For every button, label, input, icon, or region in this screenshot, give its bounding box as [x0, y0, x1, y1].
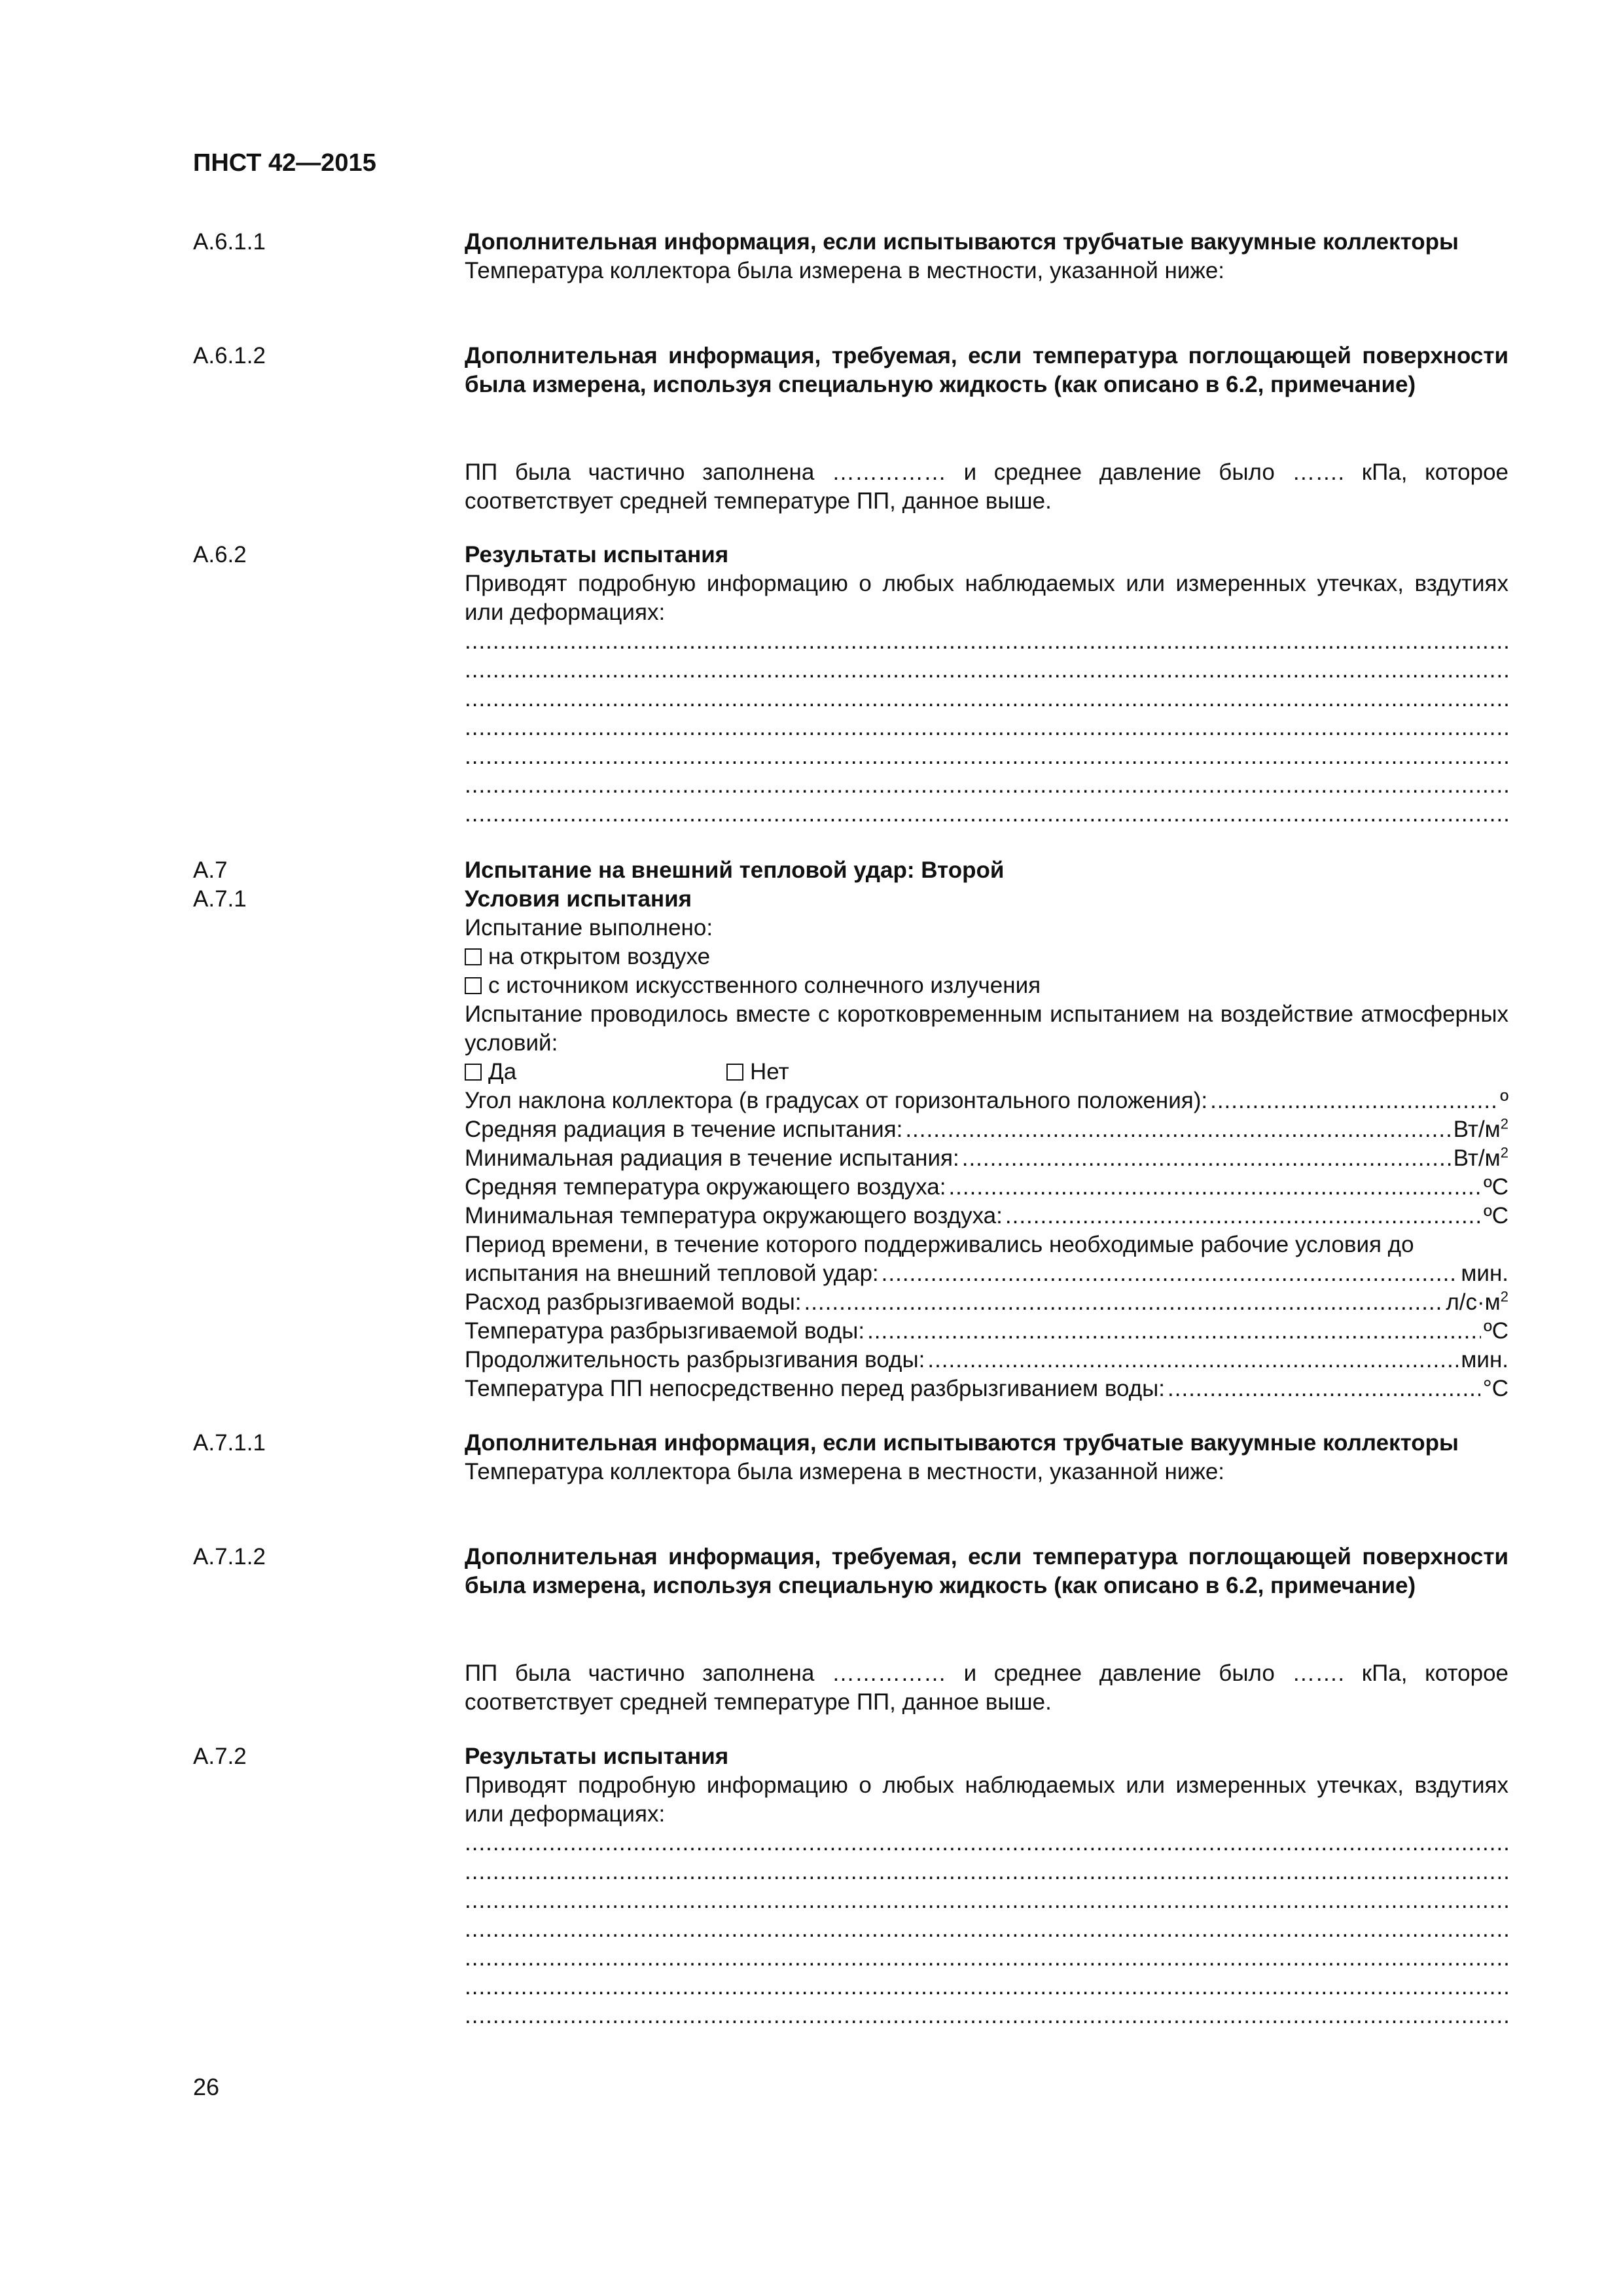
fill-line[interactable]: [465, 1915, 1508, 1944]
clause-body: [465, 1543, 1508, 1717]
combined-test-text: Испытание проводилось вместе с коротковременным испытанием на воздействие атмосферных условий:: [465, 1001, 1508, 1056]
clause-number: А.6.2: [193, 542, 247, 567]
field-label: Угол наклона коллектора (в градусах от горизонтального положения):: [465, 1088, 1208, 1113]
fill-line[interactable]: [465, 627, 1508, 656]
fill-line[interactable]: [465, 1944, 1508, 1973]
clause-title: Результаты испытания: [465, 542, 729, 567]
fill-line[interactable]: [465, 771, 1508, 800]
field-spray-flow[interactable]: [465, 1288, 1508, 1317]
fill-leader: [804, 1288, 1443, 1317]
option-label: с источником искусственного солнечного излучения: [488, 973, 1041, 998]
fill-leader: [927, 1346, 1458, 1374]
fill-line[interactable]: [465, 742, 1508, 771]
field-label: испытания на внешний тепловой удар:: [465, 1261, 879, 1286]
option-no[interactable]: [726, 1058, 988, 1086]
field-min-irradiance[interactable]: [465, 1144, 1508, 1173]
clause-text: Температура коллектора была измерена в местности, указанной ниже:: [465, 1459, 1225, 1484]
fill-leader: [948, 1173, 1480, 1202]
checkbox[interactable]: [465, 977, 482, 994]
field-label: Период времени, в течение которого поддерживались необходимые рабочие условия до: [465, 1232, 1414, 1257]
fill-line[interactable]: [465, 800, 1508, 829]
fill-line[interactable]: [465, 713, 1508, 742]
clause-body: [465, 856, 1508, 1403]
field-unit: $Вт/м^2$: [1453, 1144, 1508, 1171]
field-unit: º: [1500, 1088, 1508, 1113]
period-line-1: [465, 1230, 1508, 1259]
fill-leader: [1168, 1374, 1480, 1403]
yes-no-choice: [465, 1058, 1508, 1086]
fill-leader: [867, 1317, 1481, 1346]
field-unit: °С: [1482, 1376, 1508, 1401]
clause-body: [465, 1742, 1508, 2030]
clause-body: [465, 1429, 1508, 1486]
option-outdoor[interactable]: [465, 942, 1508, 971]
clause-title: Дополнительная информация, требуемая, если температура поглощающей поверхности была измерена, используя специальную жидкость (как описано в 6.2, примечание): [465, 343, 1508, 397]
performed-label: Испытание выполнено:: [465, 915, 713, 941]
clause-text: Приводят подробную информацию о любых наблюдаемых или измеренных утечках, вздутиях или деформациях:: [465, 1772, 1508, 1827]
clause-body: [465, 342, 1508, 516]
field-label: Минимальная радиация в течение испытания:: [465, 1145, 959, 1171]
document-header: ПНСТ 42—2015: [193, 149, 376, 177]
fill-line[interactable]: [465, 1886, 1508, 1915]
fill-line[interactable]: [465, 1973, 1508, 2001]
field-unit: ºС: [1483, 1318, 1508, 1344]
fill-leader: [1005, 1202, 1481, 1230]
fill-leader: [1210, 1086, 1497, 1115]
field-label: Минимальная температура окружающего воздуха:: [465, 1203, 1003, 1229]
fill-line[interactable]: [465, 2001, 1508, 2030]
clause-number: А.7.1.2: [193, 1544, 266, 1570]
checkbox[interactable]: [465, 948, 482, 965]
clause-number: А.6.1.1: [193, 229, 266, 255]
field-mean-ambient-temp[interactable]: [465, 1173, 1508, 1202]
clause-title: Дополнительная информация, если испытываются трубчатые вакуумные коллекторы: [465, 229, 1459, 255]
option-yes[interactable]: [465, 1058, 726, 1086]
field-absorber-temp[interactable]: [465, 1374, 1508, 1403]
clause-text: ПП была частично заполнена …………… и среднее давление было ……. кПа, которое соответствует средней температуре ПП, данное выше.: [465, 1660, 1508, 1715]
field-spray-duration[interactable]: [465, 1346, 1508, 1374]
clause-number: А.7.1: [193, 886, 247, 912]
clause-number: А.7.2: [193, 1744, 247, 1769]
fill-line[interactable]: [465, 656, 1508, 685]
page-number: 26: [193, 2073, 220, 2100]
field-unit: мин.: [1461, 1261, 1508, 1286]
field-unit: $л/с\cdot м^2$: [1446, 1288, 1508, 1315]
clause-title: Испытание на внешний тепловой удар: Второй: [465, 857, 1005, 883]
field-mean-irradiance[interactable]: [465, 1115, 1508, 1144]
field-label: Продолжительность разбрызгивания воды:: [465, 1347, 925, 1372]
field-unit: $Вт/м^2$: [1453, 1115, 1508, 1142]
clause-text: Приводят подробную информацию о любых наблюдаемых или измеренных утечках, вздутиях или деформациях:: [465, 571, 1508, 625]
option-label: Нет: [750, 1059, 789, 1085]
clause-number: А.6.1.2: [193, 343, 266, 368]
field-period[interactable]: [465, 1259, 1508, 1288]
field-unit: мин.: [1461, 1347, 1508, 1372]
clause-number: А.7.1.1: [193, 1430, 266, 1456]
fill-leader: [962, 1144, 1451, 1173]
fill-line[interactable]: [465, 1857, 1508, 1886]
clause-text: ПП была частично заполнена …………… и среднее давление было ……. кПа, которое соответствует средней температуре ПП, данное выше.: [465, 459, 1508, 514]
checkbox[interactable]: [726, 1064, 743, 1081]
subclause-title: Условия испытания: [465, 886, 692, 912]
field-tilt-angle[interactable]: [465, 1086, 1508, 1115]
option-label: на открытом воздухе: [488, 944, 711, 969]
field-spray-temp[interactable]: [465, 1317, 1508, 1346]
clause-title: Результаты испытания: [465, 1744, 729, 1769]
fill-line[interactable]: [465, 685, 1508, 713]
clause-title: Дополнительная информация, требуемая, если температура поглощающей поверхности была измерена, используя специальную жидкость (как описано в 6.2, примечание): [465, 1544, 1508, 1598]
clause-body: [465, 228, 1508, 285]
fill-leader: [882, 1259, 1459, 1288]
clause-number: А.7: [193, 857, 228, 883]
field-label: Температура разбрызгиваемой воды:: [465, 1318, 865, 1344]
field-label: Средняя температура окружающего воздуха:: [465, 1174, 946, 1200]
field-min-ambient-temp[interactable]: [465, 1202, 1508, 1230]
field-unit: ºС: [1483, 1174, 1508, 1200]
fill-line[interactable]: [465, 1829, 1508, 1857]
fill-leader: [905, 1115, 1450, 1144]
field-unit: ºС: [1483, 1203, 1508, 1229]
checkbox[interactable]: [465, 1064, 482, 1081]
clause-text: Температура коллектора была измерена в местности, указанной ниже:: [465, 258, 1225, 283]
field-label: Температура ПП непосредственно перед разбрызгиванием воды:: [465, 1376, 1166, 1401]
option-simulator[interactable]: [465, 971, 1508, 1000]
field-label: Расход разбрызгиваемой воды:: [465, 1289, 802, 1315]
clause-body: [465, 541, 1508, 829]
option-label: Да: [488, 1059, 517, 1085]
clause-title: Дополнительная информация, если испытываются трубчатые вакуумные коллекторы: [465, 1430, 1459, 1456]
field-label: Средняя радиация в течение испытания:: [465, 1117, 903, 1142]
